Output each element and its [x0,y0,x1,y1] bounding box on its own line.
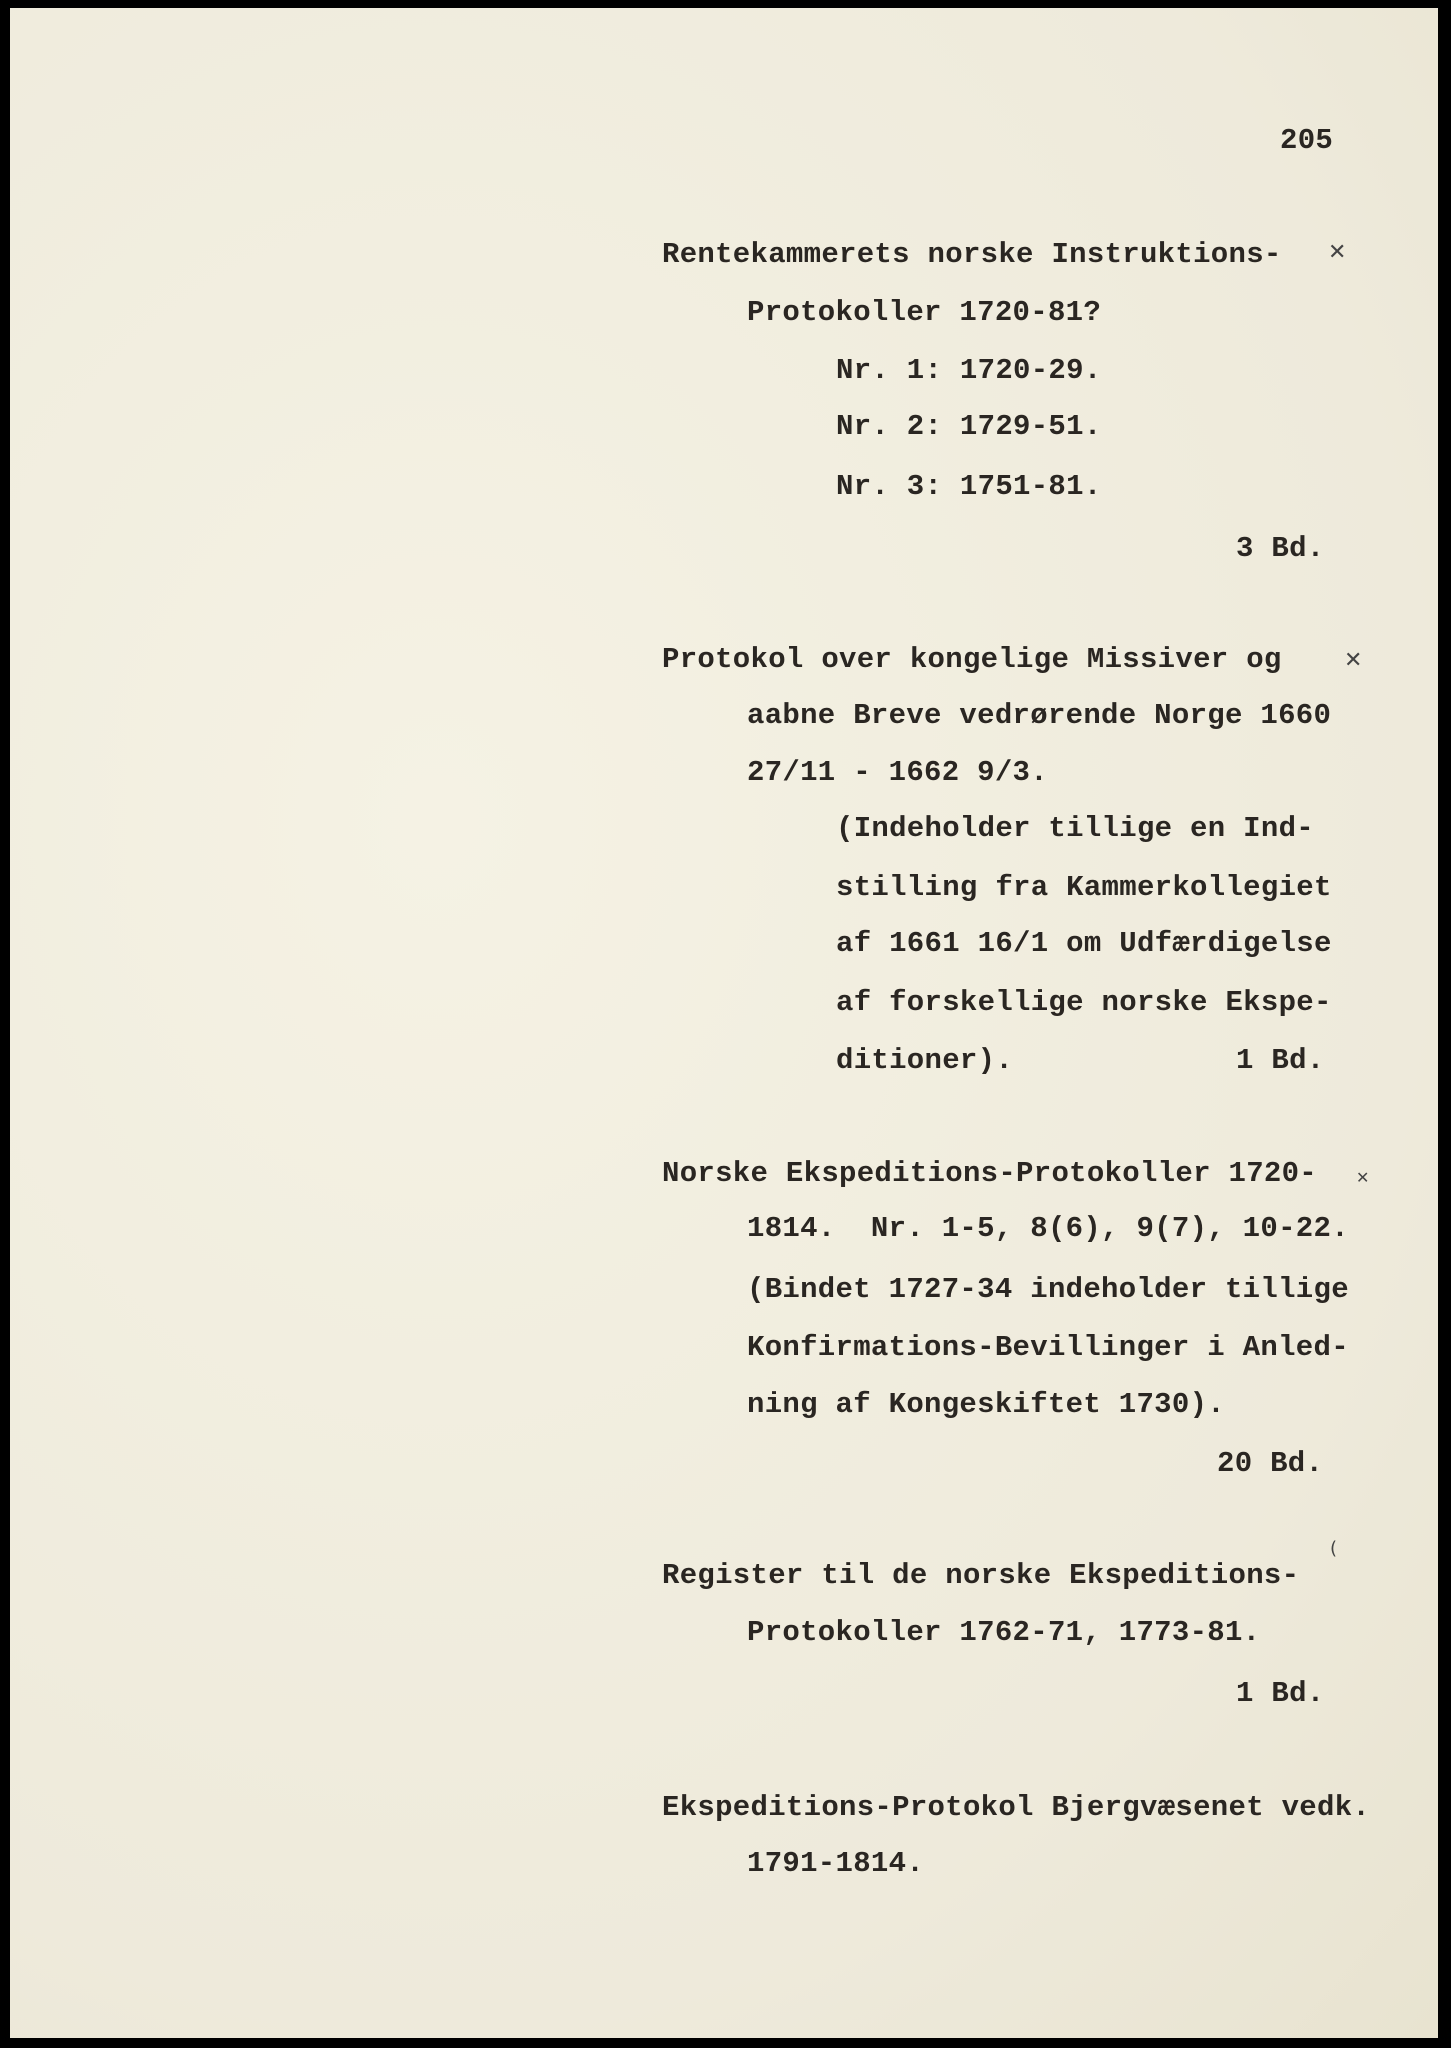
entry-1-line-2: Protokoller 1720-81? [747,296,1102,329]
entry-1-line-5: Nr. 3: 1751-81. [836,470,1102,503]
entry-2-line-2: aabne Breve vedrørende Norge 1660 [747,699,1332,732]
entry-3-line-2: 1814. Nr. 1-5, 8(6), 9(7), 10-22. [747,1212,1349,1245]
entry-1-line-3: Nr. 1: 1720-29. [836,354,1102,387]
entry-4-line-1: Register til de norske Ekspeditions- [662,1559,1300,1592]
entry-3-line-3: (Bindet 1727-34 indeholder tillige [747,1273,1349,1306]
entry-2-line-8: ditioner). [836,1044,1014,1077]
entry-2-volumes: 1 Bd. [1236,1044,1325,1077]
entry-4-line-2: Protokoller 1762-71, 1773-81. [747,1616,1261,1649]
entry-3-line-4: Konfirmations-Bevillinger i Anled- [747,1331,1349,1364]
check-mark-icon: ( [1330,1538,1338,1559]
entry-2-line-3: 27/11 - 1662 9/3. [747,756,1048,789]
entry-1-line-1: Rentekammerets norske Instruktions- [662,238,1282,271]
entry-5-line-2: 1791-1814. [747,1847,925,1880]
entry-4-volumes: 1 Bd. [1236,1677,1325,1710]
entry-3-line-5: ning af Kongeskiftet 1730). [747,1388,1225,1421]
entry-1-line-4: Nr. 2: 1729-51. [836,410,1102,443]
entry-2-line-1: Protokol over kongelige Missiver og [662,643,1282,676]
page-number: 205 [1280,124,1334,157]
entry-5-line-1: Ekspeditions-Protokol Bjergvæsenet vedk. [662,1791,1371,1824]
check-mark-icon: ✕ [1356,1168,1370,1187]
entry-2-line-7: af forskellige norske Ekspe- [836,986,1332,1019]
entry-2-line-4: (Indeholder tillige en Ind- [836,812,1314,845]
entry-2-line-6: af 1661 16/1 om Udfærdigelse [836,927,1332,960]
document-page [10,8,1438,2038]
check-mark-icon: ✕ [1344,648,1363,673]
check-mark-icon: ✕ [1328,240,1347,265]
entry-2-line-5: stilling fra Kammerkollegiet [836,871,1332,904]
entry-3-volumes: 20 Bd. [1217,1447,1324,1480]
entry-3-line-1: Norske Ekspeditions-Protokoller 1720- [662,1157,1318,1190]
entry-1-volumes: 3 Bd. [1236,532,1325,565]
